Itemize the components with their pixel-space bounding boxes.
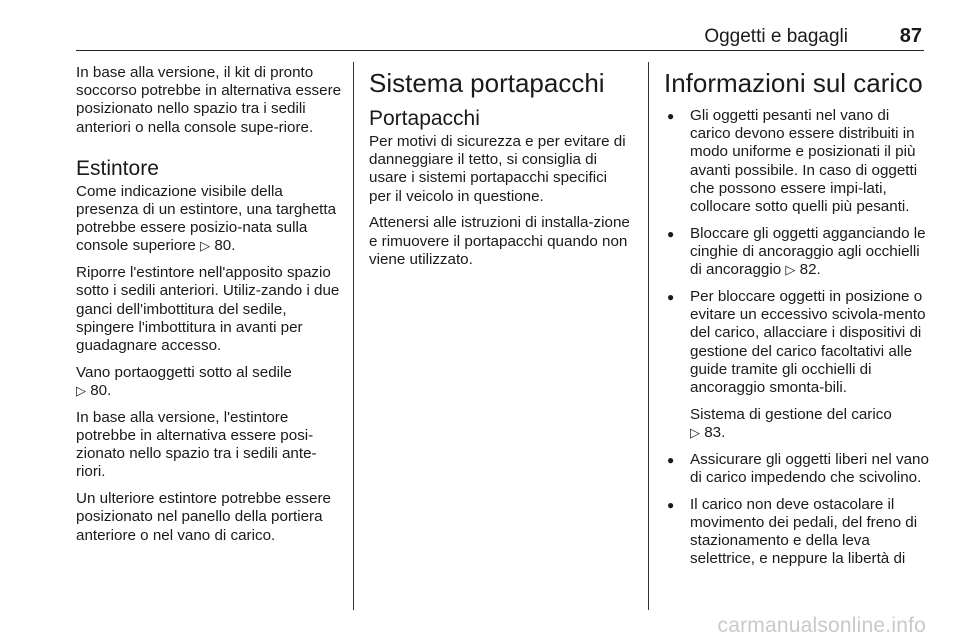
page-ref-80[interactable]: 80. [214, 237, 236, 255]
list-item: ● Bloccare gli oggetti agganciando le cinghie di ancoraggio agli occhielli di ancoraggio ▷ 82. [664, 225, 930, 280]
list-item: ● Assicurare gli oggetti liberi nel vano di carico impedendo che scivolino. [664, 451, 930, 487]
extinguisher-storage-paragraph: Riporre l'estintore nell'apposito spazio sotto i sedili anteriori. Utiliz-zando i due ganci dell'imbottitura del sedile, spingere l'imbottitura in avanti per guadagnare accesso. [76, 264, 340, 355]
page-ref-83[interactable]: 83. [704, 424, 726, 442]
heading-estintore: Estintore [76, 156, 159, 180]
page-reference-triangle-icon: ▷ [200, 238, 211, 254]
page-reference-triangle-icon: ▷ [690, 425, 700, 441]
column-divider-right [648, 62, 649, 610]
heading-informazioni-carico: Informazioni sul carico [664, 68, 923, 98]
extinguisher-label-paragraph: Come indicazione visibile della presenza di un estintore, una targhetta potrebbe essere posizio-nata sulla console superiore ▷ 80. [76, 182, 337, 255]
extinguisher-alt-position-paragraph: In base alla versione, l'estintore potrebbe in alternativa essere posi-zionato nello spazio tra i sedili ante-riori. [76, 408, 317, 481]
column-divider-left [353, 62, 354, 610]
section-title: Oggetti e bagagli [704, 26, 848, 47]
page-ref-82[interactable]: 82. [799, 261, 821, 279]
page-ref-80[interactable]: 80. [90, 382, 112, 400]
roof-rack-safety-paragraph: Per motivi di sicurezza e per evitare di danneggiare il tetto, si consiglia di usare i sistemi portapacchi specifici per il veicolo in questione. [369, 133, 626, 205]
page-reference-triangle-icon: ▷ [76, 383, 86, 399]
column-3 [664, 64, 930, 577]
cargo-info-list [664, 107, 930, 569]
cargo-management-ref: Sistema di gestione del carico ▷ 83. [690, 405, 892, 442]
heading-sistema-portapacchi: Sistema portapacchi [369, 68, 605, 98]
column-1 [76, 64, 342, 553]
under-seat-storage-link: Vano portaoggetti sotto al sedile ▷ 80. [76, 363, 292, 400]
first-aid-kit-paragraph: In base alla versione, il kit di pronto soccorso potrebbe in alternativa essere posizionato nello spazio tra i sedili anteriori o nella console supe-riore. [76, 64, 342, 136]
page-reference-triangle-icon: ▷ [785, 262, 796, 278]
list-item: ● Il carico non deve ostacolare il movimento dei pedali, del freno di stazionamento e della leva selettrice, e neppure la libertà di [664, 496, 930, 569]
list-item: ● Gli oggetti pesanti nel vano di carico devono essere distribuiti in modo uniforme e posizionati il più avanti possibile. In caso di oggetti che possono essere impi-lati, collocare sotto quelli più pesanti. [664, 107, 930, 216]
extra-extinguisher-paragraph: Un ulteriore estintore potrebbe essere posizionato nel panello della portiera anteriore o nel vano di carico. [76, 490, 331, 544]
watermark: carmanualsonline.info [717, 614, 926, 637]
list-item: ● Per bloccare oggetti in posizione o evitare un eccessivo scivola-mento del carico, allacciare i dispositivi di gestione del carico facoltativi alle guide tramite gli occhielli di ancoraggio smonta-bili. Sistema di gestione del carico ▷ 83. [664, 288, 930, 442]
page-header [76, 24, 924, 51]
heading-portapacchi: Portapacchi [369, 107, 480, 130]
page-number: 87 [899, 25, 922, 47]
column-2 [369, 64, 633, 278]
roof-rack-install-paragraph: Attenersi alle istruzioni di installa-zione e rimuovere il portapacchi quando non viene utilizzato. [369, 214, 630, 268]
